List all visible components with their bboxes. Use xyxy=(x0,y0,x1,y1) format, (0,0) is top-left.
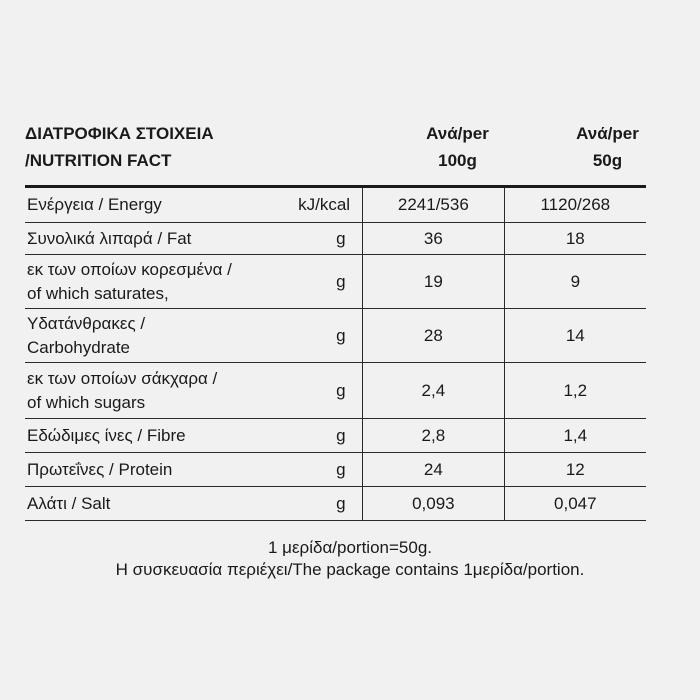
value-50g: 1120/268 xyxy=(504,187,646,223)
value-50g: 14 xyxy=(504,309,646,363)
table-row-fibre xyxy=(25,419,646,453)
value-50g: 1,2 xyxy=(504,363,646,419)
nutrient-unit: kJ/kcal xyxy=(298,195,351,214)
value-100g: 2241/536 xyxy=(363,187,505,223)
value-50g: 12 xyxy=(504,453,646,487)
table-row-fat xyxy=(25,223,646,255)
column-header-50g: Ανά/per 50g xyxy=(576,124,639,170)
nutrient-unit: g xyxy=(336,493,346,513)
value-100g: 2,8 xyxy=(363,419,505,453)
table-row-carbohydrate xyxy=(25,309,646,363)
nutrient-name: Ενέργεια / Energy xyxy=(27,195,162,214)
portion-note xyxy=(0,537,700,581)
nutrient-unit: g xyxy=(336,380,346,400)
table-row-salt xyxy=(25,487,646,521)
value-50g: 0,047 xyxy=(504,487,646,521)
value-50g: 1,4 xyxy=(504,419,646,453)
nutrient-unit: g xyxy=(336,325,346,345)
value-100g: 2,4 xyxy=(363,363,505,419)
nutrient-unit: g xyxy=(336,271,346,291)
value-100g: 0,093 xyxy=(363,487,505,521)
nutrient-name: εκ των οποίων κορεσμένα / of which saturates, xyxy=(27,259,232,303)
nutrient-name: Υδατάνθρακες / Carbohydrate xyxy=(27,313,146,357)
value-100g: 36 xyxy=(363,223,505,255)
value-100g: 24 xyxy=(363,453,505,487)
portion-size: 1 μερίδα/portion=50g. xyxy=(267,538,432,557)
table-header xyxy=(25,120,645,180)
nutrition-table xyxy=(25,185,646,521)
nutrient-name: Συνολικά λιπαρά / Fat xyxy=(27,228,192,248)
title-greek: ΔΙΑΤΡΟΦΙΚΑ ΣΤΟΙΧΕΙΑ xyxy=(25,124,214,143)
value-50g: 9 xyxy=(504,255,646,309)
value-50g: 18 xyxy=(504,223,646,255)
table-row-saturates xyxy=(25,255,646,309)
value-100g: 19 xyxy=(363,255,505,309)
title-english: /NUTRITION FACT xyxy=(25,151,172,170)
value-100g: 28 xyxy=(363,309,505,363)
table-title xyxy=(25,120,214,174)
nutrient-unit: g xyxy=(336,228,346,248)
table-row-sugars xyxy=(25,363,646,419)
nutrient-name: Πρωτεΐνες / Protein xyxy=(27,459,173,479)
table-row-energy xyxy=(25,187,646,223)
package-contents: Η συσκευασία περιέχει/The package contains 1μερίδα/portion. xyxy=(115,560,585,579)
nutrient-name: Εδώδιμες ίνες / Fibre xyxy=(27,425,186,445)
nutrient-name: Αλάτι / Salt xyxy=(27,493,111,513)
table-row-protein xyxy=(25,453,646,487)
nutrient-unit: g xyxy=(336,425,346,445)
column-header-100g: Ανά/per 100g xyxy=(426,124,489,170)
nutrient-unit: g xyxy=(336,459,346,479)
nutrient-name: εκ των οποίων σάκχαρα / of which sugars xyxy=(27,368,218,412)
